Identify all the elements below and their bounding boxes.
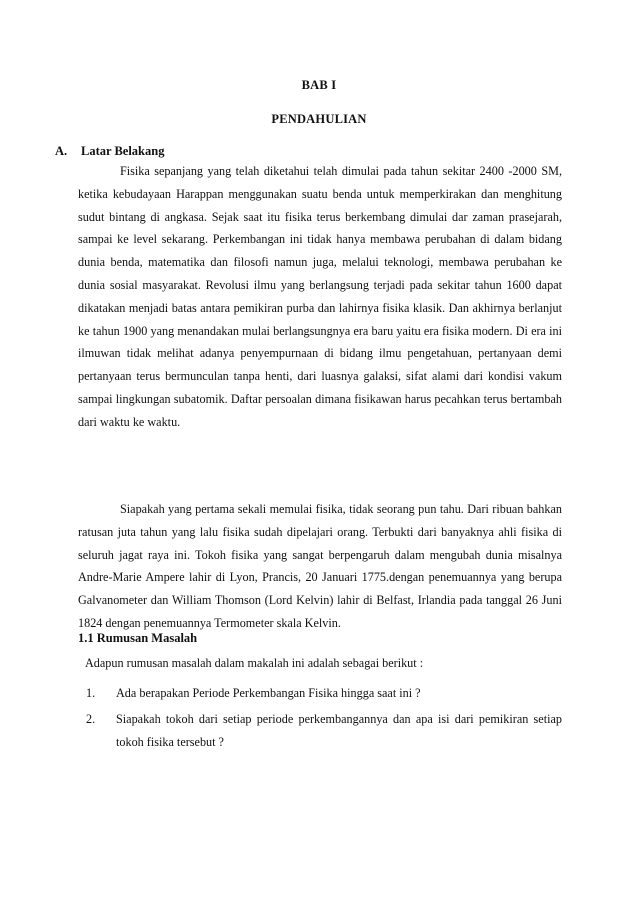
chapter-number: BAB I xyxy=(301,78,337,92)
chapter-title: PENDAHULIAN xyxy=(271,112,367,126)
subsection-intro: Adapun rumusan masalah dalam makalah ini adalah sebagai berikut : xyxy=(85,656,424,670)
list-item xyxy=(86,682,562,705)
subsection-title: 1.1 Rumusan Masalah xyxy=(78,631,198,645)
paragraph-1: Fisika sepanjang yang telah diketahui telah dimulai pada tahun sekitar 2400 -2000 SM, ketika kebudayaan Harappan menggunakan suatu benda untuk memperkirakan dan menghitung sudut bintang di angkasa. Sejak saat itu fisika terus berkembang dimulai dar zaman prasejarah, sampai ke level sekarang. Perkembangan ini tidak hanya membawa perubahan di dalam bidang dunia benda, matematika dan filosofi namun juga, melalui teknologi, membawa perubahan ke dunia sosial masyarakat. Revolusi ilmu yang berlangsung terjadi pada sekitar tahun 1600 dapat dikatakan menjadi batas antara pemikiran purba dan lahirnya fisika klasik. Dan akhirnya berlanjut ke tahun 1900 yang menandakan mulai berlangsungnya era baru yaitu era fisika modern. Di era ini ilmuwan tidak melihat adanya penyempurnaan di bidang ilmu pengetahuan, pertanyaan demi pertanyaan terus bermunculan tanpa henti, dari luasnya galaksi, sifat alami dari kondisi vakum sampai lingkungan subatomik. Daftar persoalan dimana fisikawan harus pecahkan terus bertambah dari waktu ke waktu. xyxy=(78,164,562,429)
paragraph-2: Siapakah yang pertama sekali memulai fisika, tidak seorang pun tahu. Dari ribuan bahkan ratusan juta tahun yang lalu fisika sudah dipelajari orang. Terbukti dari banyaknya ahli fisika di seluruh jagat raya ini. Tokoh fisika yang sangat berpengaruh dalam mengubah dunia misalnya Andre-Marie Ampere lahir di Lyon, Prancis, 20 Januari 1775.dengan penemuannya yang berupa Galvanometer dan William Thomson (Lord Kelvin) lahir di Belfast, Irlandia pada tanggal 26 Juni 1824 dengan penemuannya Termometer skala Kelvin. xyxy=(78,502,562,630)
problem-list xyxy=(86,682,562,756)
section-title: Latar Belakang xyxy=(81,144,165,158)
list-item-number: 2. xyxy=(86,711,96,726)
list-item-text: Siapakah tokoh dari setiap periode perkembangannya dan apa isi dari pemikiran setiap tokoh fisika tersebut ? xyxy=(116,711,562,749)
section-number: A. xyxy=(55,144,68,158)
list-item-number: 1. xyxy=(86,686,96,700)
section-heading xyxy=(55,144,164,159)
list-item xyxy=(86,708,562,754)
list-item-text: Ada berapakan Periode Perkembangan Fisika hingga saat ini ? xyxy=(116,686,421,700)
